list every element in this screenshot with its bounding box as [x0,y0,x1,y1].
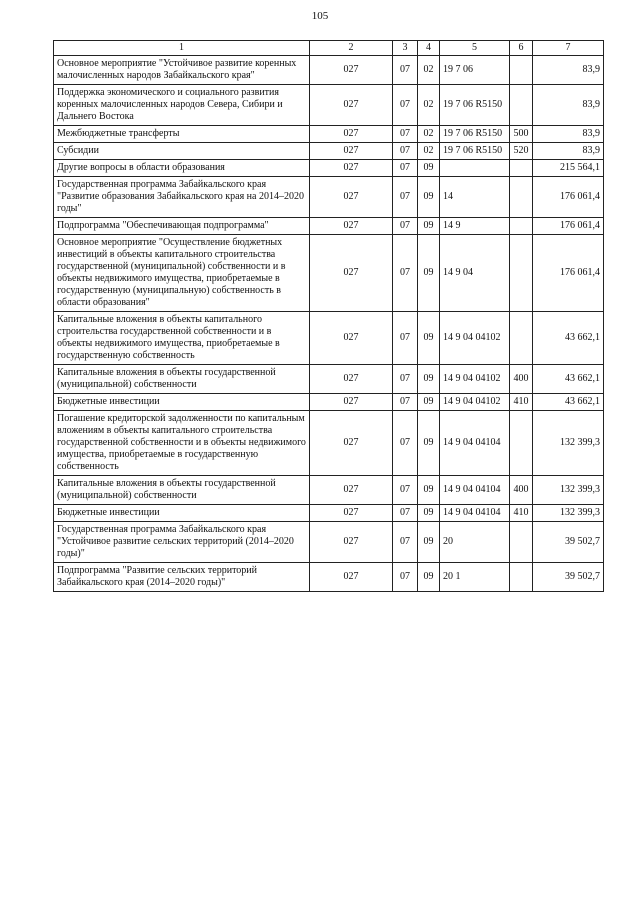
row-target-article-cell: 20 1 [440,563,510,592]
row-subsection-cell: 09 [418,394,440,411]
row-name-cell: Бюджетные инвестиции [54,505,310,522]
row-target-article-cell: 14 9 [440,218,510,235]
row-target-article-cell: 20 [440,522,510,563]
row-amount-cell: 39 502,7 [533,563,604,592]
header-cell-2: 2 [310,41,393,56]
row-name-cell: Основное мероприятие "Осуществление бюджетных инвестиций в объекты капитального строительства государственной (муниципальной) собственности и в объекты недвижимого имущества, приобретаемые в государственную (муниципальную) собственность в области образования" [54,235,310,312]
row-subsection-cell: 02 [418,126,440,143]
row-amount-cell: 176 061,4 [533,218,604,235]
table-row [54,522,604,563]
row-target-article-cell: 14 9 04 04104 [440,411,510,476]
row-section-cell: 07 [393,218,418,235]
table-header [54,41,604,56]
row-target-article-cell: 14 [440,177,510,218]
row-admin-code-cell: 027 [310,235,393,312]
row-target-article-cell: 14 9 04 04104 [440,476,510,505]
row-section-cell: 07 [393,522,418,563]
row-name-cell: Межбюджетные трансферты [54,126,310,143]
row-admin-code-cell: 027 [310,126,393,143]
row-expense-type-cell: 500 [510,126,533,143]
row-admin-code-cell: 027 [310,143,393,160]
header-cell-5: 5 [440,41,510,56]
row-name-cell: Капитальные вложения в объекты государственной (муниципальной) собственности [54,365,310,394]
row-admin-code-cell: 027 [310,411,393,476]
row-amount-cell: 43 662,1 [533,394,604,411]
row-target-article-cell: 14 9 04 04104 [440,505,510,522]
row-expense-type-cell [510,160,533,177]
row-section-cell: 07 [393,143,418,160]
budget-table [53,40,604,592]
table-row [54,365,604,394]
row-section-cell: 07 [393,160,418,177]
row-name-cell: Капитальные вложения в объекты государственной (муниципальной) собственности [54,476,310,505]
header-cell-1: 1 [54,41,310,56]
table-row [54,476,604,505]
row-section-cell: 07 [393,365,418,394]
row-expense-type-cell: 410 [510,505,533,522]
row-subsection-cell: 09 [418,160,440,177]
row-section-cell: 07 [393,476,418,505]
row-expense-type-cell [510,235,533,312]
table-row [54,394,604,411]
row-amount-cell: 39 502,7 [533,522,604,563]
row-admin-code-cell: 027 [310,394,393,411]
row-target-article-cell: 14 9 04 04102 [440,394,510,411]
row-section-cell: 07 [393,85,418,126]
row-expense-type-cell: 400 [510,365,533,394]
row-name-cell: Другие вопросы в области образования [54,160,310,177]
row-admin-code-cell: 027 [310,218,393,235]
row-section-cell: 07 [393,411,418,476]
row-subsection-cell: 09 [418,522,440,563]
row-subsection-cell: 09 [418,505,440,522]
row-name-cell: Поддержка экономического и социального развития коренных малочисленных народов Севера, Сибири и Дальнего Востока [54,85,310,126]
row-name-cell: Бюджетные инвестиции [54,394,310,411]
row-section-cell: 07 [393,126,418,143]
row-target-article-cell [440,160,510,177]
row-amount-cell: 176 061,4 [533,235,604,312]
table-row [54,126,604,143]
header-row [54,41,604,56]
row-subsection-cell: 09 [418,476,440,505]
row-admin-code-cell: 027 [310,476,393,505]
row-name-cell: Субсидии [54,143,310,160]
row-subsection-cell: 09 [418,218,440,235]
row-target-article-cell: 14 9 04 04102 [440,365,510,394]
row-amount-cell: 43 662,1 [533,312,604,365]
row-amount-cell: 83,9 [533,56,604,85]
row-expense-type-cell [510,522,533,563]
row-section-cell: 07 [393,563,418,592]
row-admin-code-cell: 027 [310,85,393,126]
table-row [54,143,604,160]
row-amount-cell: 176 061,4 [533,177,604,218]
row-subsection-cell: 02 [418,85,440,126]
table-row [54,411,604,476]
table-row [54,177,604,218]
row-name-cell: Подпрограмма "Развитие сельских территорий Забайкальского края (2014–2020 годы)" [54,563,310,592]
row-amount-cell: 43 662,1 [533,365,604,394]
header-cell-4: 4 [418,41,440,56]
row-expense-type-cell: 520 [510,143,533,160]
row-admin-code-cell: 027 [310,522,393,563]
row-subsection-cell: 09 [418,365,440,394]
table-row [54,160,604,177]
header-cell-7: 7 [533,41,604,56]
row-section-cell: 07 [393,505,418,522]
table-body [54,56,604,592]
row-subsection-cell: 09 [418,177,440,218]
row-admin-code-cell: 027 [310,505,393,522]
table-row [54,218,604,235]
row-section-cell: 07 [393,394,418,411]
page-number: 105 [311,10,329,22]
row-target-article-cell: 19 7 06 R5150 [440,126,510,143]
row-expense-type-cell: 400 [510,476,533,505]
row-subsection-cell: 02 [418,143,440,160]
row-section-cell: 07 [393,235,418,312]
row-admin-code-cell: 027 [310,312,393,365]
row-name-cell: Основное мероприятие "Устойчивое развитие коренных малочисленных народов Забайкальского края" [54,56,310,85]
row-target-article-cell: 14 9 04 [440,235,510,312]
row-section-cell: 07 [393,56,418,85]
row-name-cell: Погашение кредиторской задолженности по капитальным вложениям в объекты капитального строительства государственной собственности и в объекты недвижимого имущества, приобретаемые в государственную собственность [54,411,310,476]
row-target-article-cell: 19 7 06 R5150 [440,85,510,126]
row-name-cell: Подпрограмма "Обеспечивающая подпрограмма" [54,218,310,235]
row-admin-code-cell: 027 [310,160,393,177]
row-expense-type-cell [510,56,533,85]
row-amount-cell: 83,9 [533,126,604,143]
header-cell-6: 6 [510,41,533,56]
table-row [54,563,604,592]
row-admin-code-cell: 027 [310,177,393,218]
row-amount-cell: 83,9 [533,143,604,160]
table-row [54,85,604,126]
row-admin-code-cell: 027 [310,56,393,85]
row-name-cell: Государственная программа Забайкальского края "Устойчивое развитие сельских территорий (2014–2020 годы)" [54,522,310,563]
row-name-cell: Капитальные вложения в объекты капитального строительства государственной собственности и в объекты недвижимого имущества, приобретаемые в государственную собственность [54,312,310,365]
header-cell-3: 3 [393,41,418,56]
row-expense-type-cell: 410 [510,394,533,411]
row-section-cell: 07 [393,312,418,365]
row-expense-type-cell [510,563,533,592]
table-row [54,505,604,522]
row-target-article-cell: 14 9 04 04102 [440,312,510,365]
row-amount-cell: 83,9 [533,85,604,126]
row-name-cell: Государственная программа Забайкальского края "Развитие образования Забайкальского края на 2014–2020 годы" [54,177,310,218]
row-amount-cell: 215 564,1 [533,160,604,177]
row-amount-cell: 132 399,3 [533,505,604,522]
row-expense-type-cell [510,85,533,126]
row-target-article-cell: 19 7 06 [440,56,510,85]
row-amount-cell: 132 399,3 [533,476,604,505]
row-admin-code-cell: 027 [310,563,393,592]
row-target-article-cell: 19 7 06 R5150 [440,143,510,160]
row-expense-type-cell [510,177,533,218]
row-section-cell: 07 [393,177,418,218]
row-expense-type-cell [510,411,533,476]
table-row [54,56,604,85]
row-expense-type-cell [510,218,533,235]
row-subsection-cell: 09 [418,563,440,592]
row-expense-type-cell [510,312,533,365]
table-row [54,235,604,312]
row-subsection-cell: 02 [418,56,440,85]
row-subsection-cell: 09 [418,411,440,476]
row-subsection-cell: 09 [418,235,440,312]
row-amount-cell: 132 399,3 [533,411,604,476]
table-row [54,312,604,365]
row-subsection-cell: 09 [418,312,440,365]
row-admin-code-cell: 027 [310,365,393,394]
